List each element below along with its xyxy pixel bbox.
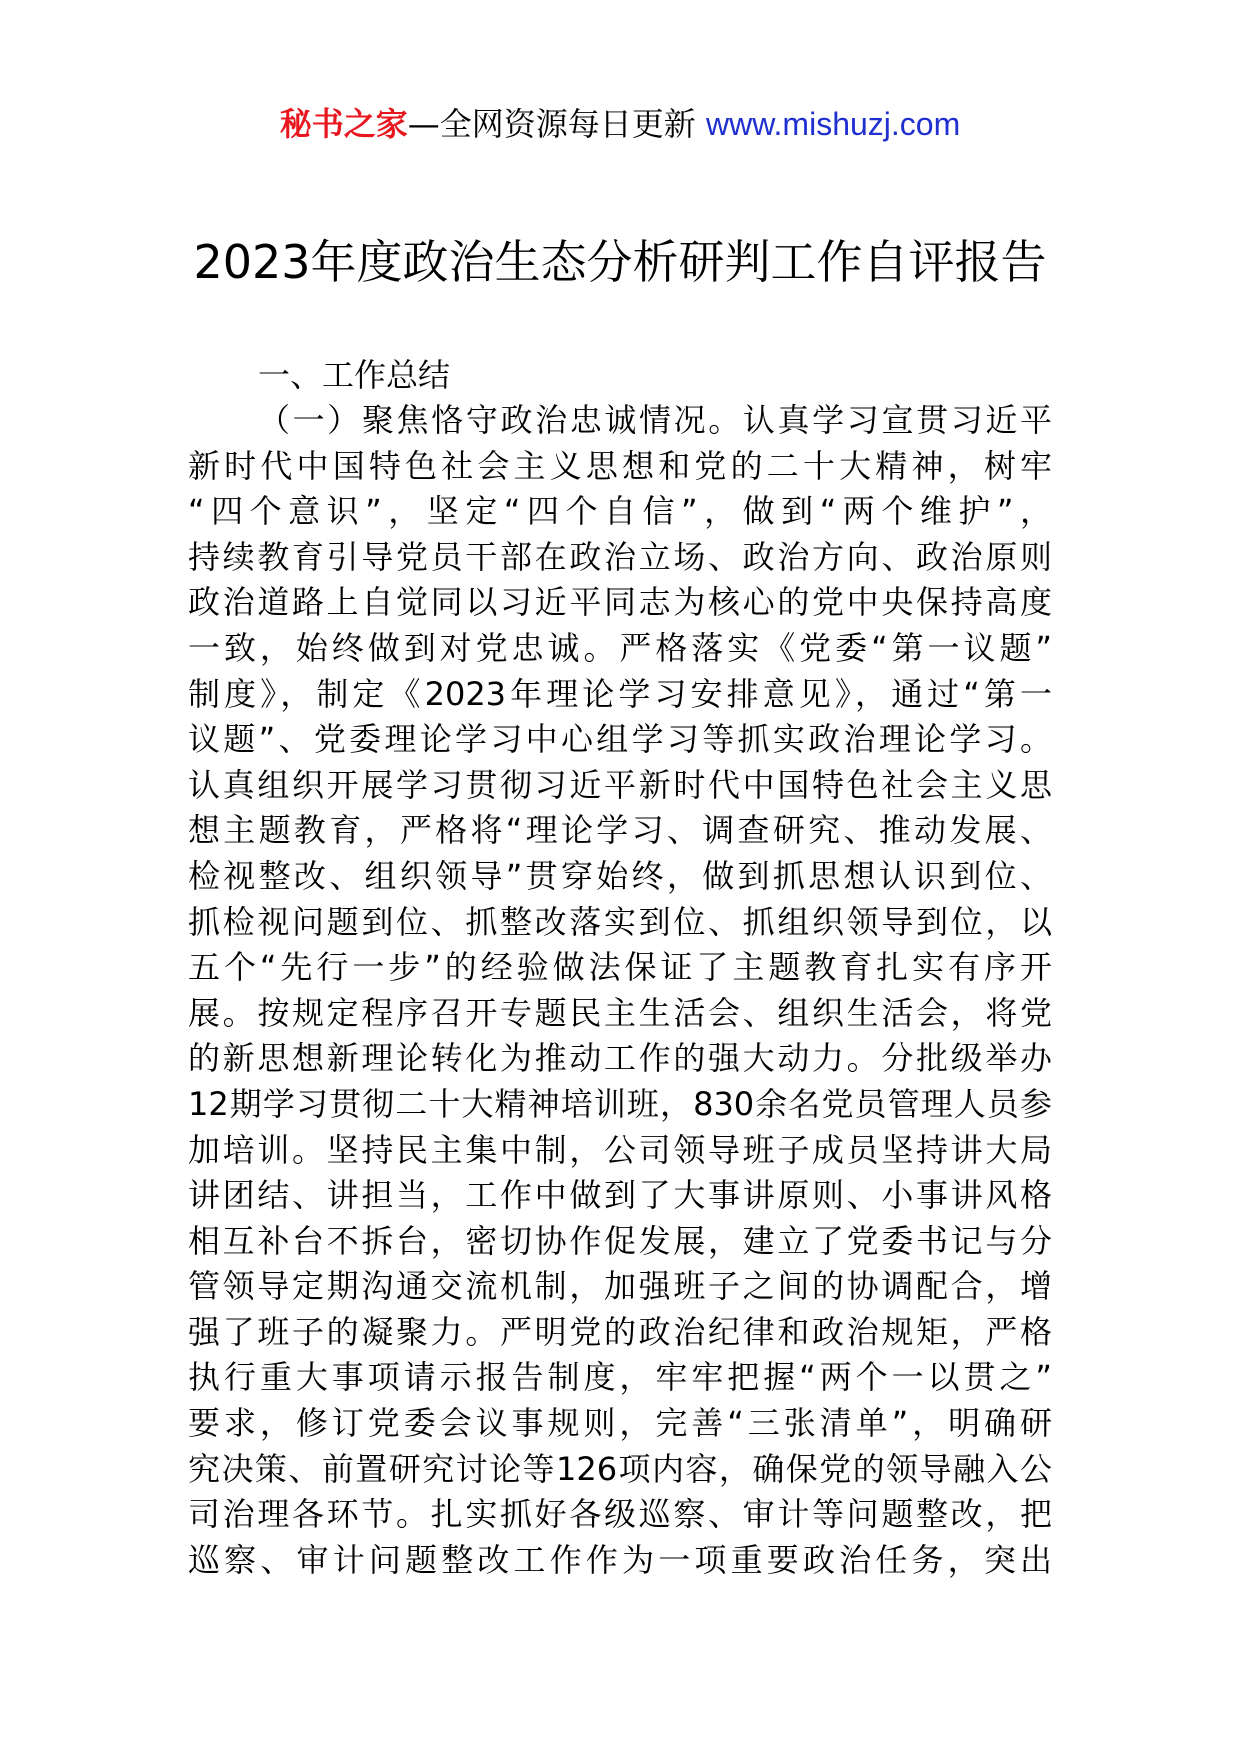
paragraph-line: 一致，始终做到对党忠诚。严格落实《党委“第一议题” [188,628,1052,667]
site-header [0,100,1240,148]
body-paragraph [188,398,1052,1583]
paragraph-line: 讲团结、讲担当，工作中做到了大事讲原则、小事讲风格 [188,1176,1052,1215]
paragraph-line: 加培训。坚持民主集中制，公司领导班子成员坚持讲大局 [188,1130,1052,1169]
paragraph-line: 想主题教育，严格将“理论学习、调查研究、推动发展、 [188,811,1052,850]
paragraph-line: 究决策、前置研究讨论等126项内容，确保党的领导融入公 [188,1449,1052,1488]
paragraph-line: 司治理各环节。扎实抓好各级巡察、审计等问题整改，把 [188,1495,1052,1534]
section-heading: 一、工作总结 [258,356,451,394]
paragraph-line: 管领导定期沟通交流机制，加强班子之间的协调配合，增 [188,1267,1052,1306]
paragraph-line: 检视整改、组织领导”贯穿始终，做到抓思想认识到位、 [188,856,1052,895]
paragraph-line: （一）聚焦恪守政治忠诚情况。认真学习宣贯习近平 [258,401,1052,439]
paragraph-line: 执行重大事项请示报告制度，牢牢把握“两个一以贯之” [188,1358,1052,1397]
paragraph-line: 新时代中国特色社会主义思想和党的二十大精神，树牢 [188,446,1052,485]
paragraph-line: 政治道路上自觉同以习近平同志为核心的党中央保持高度 [188,583,1052,622]
paragraph-line: 议题”、党委理论学习中心组学习等抓实政治理论学习。 [188,720,1052,759]
site-url-link[interactable]: www.mishuzj.com [705,106,961,142]
paragraph-line: 巡察、审计问题整改工作作为一项重要政治任务，突出 [188,1540,1052,1579]
paragraph-line: 五个“先行一步”的经验做法保证了主题教育扎实有序开 [188,948,1052,987]
site-slogan: —全网资源每日更新 [407,105,706,143]
paragraph-line: 制度》，制定《2023年理论学习安排意见》，通过“第一 [188,674,1052,713]
paragraph-line: 认真组织开展学习贯彻习近平新时代中国特色社会主义思 [188,765,1052,804]
site-name: 秘书之家 [279,105,408,143]
paragraph-line: 相互补台不拆台，密切协作促发展，建立了党委书记与分 [188,1221,1052,1260]
paragraph-line: 要求，修订党委会议事规则，完善“三张清单”，明确研 [188,1404,1052,1443]
document-title: 2023年度政治生态分析研判工作自评报告 [193,235,1047,289]
paragraph-line: 12期学习贯彻二十大精神培训班，830余名党员管理人员参 [188,1084,1052,1123]
paragraph-line: 持续教育引导党员干部在政治立场、政治方向、政治原则 [188,537,1052,576]
paragraph-line: 展。按规定程序召开专题民主生活会、组织生活会，将党 [188,993,1052,1032]
paragraph-line: “四个意识”，坚定“四个自信”，做到“两个维护”， [188,492,1052,531]
paragraph-line: 强了班子的凝聚力。严明党的政治纪律和政治规矩，严格 [188,1312,1052,1351]
paragraph-line: 抓检视问题到位、抓整改落实到位、抓组织领导到位，以 [188,902,1052,941]
paragraph-line: 的新思想新理论转化为推动工作的强大动力。分批级举办 [188,1039,1052,1078]
